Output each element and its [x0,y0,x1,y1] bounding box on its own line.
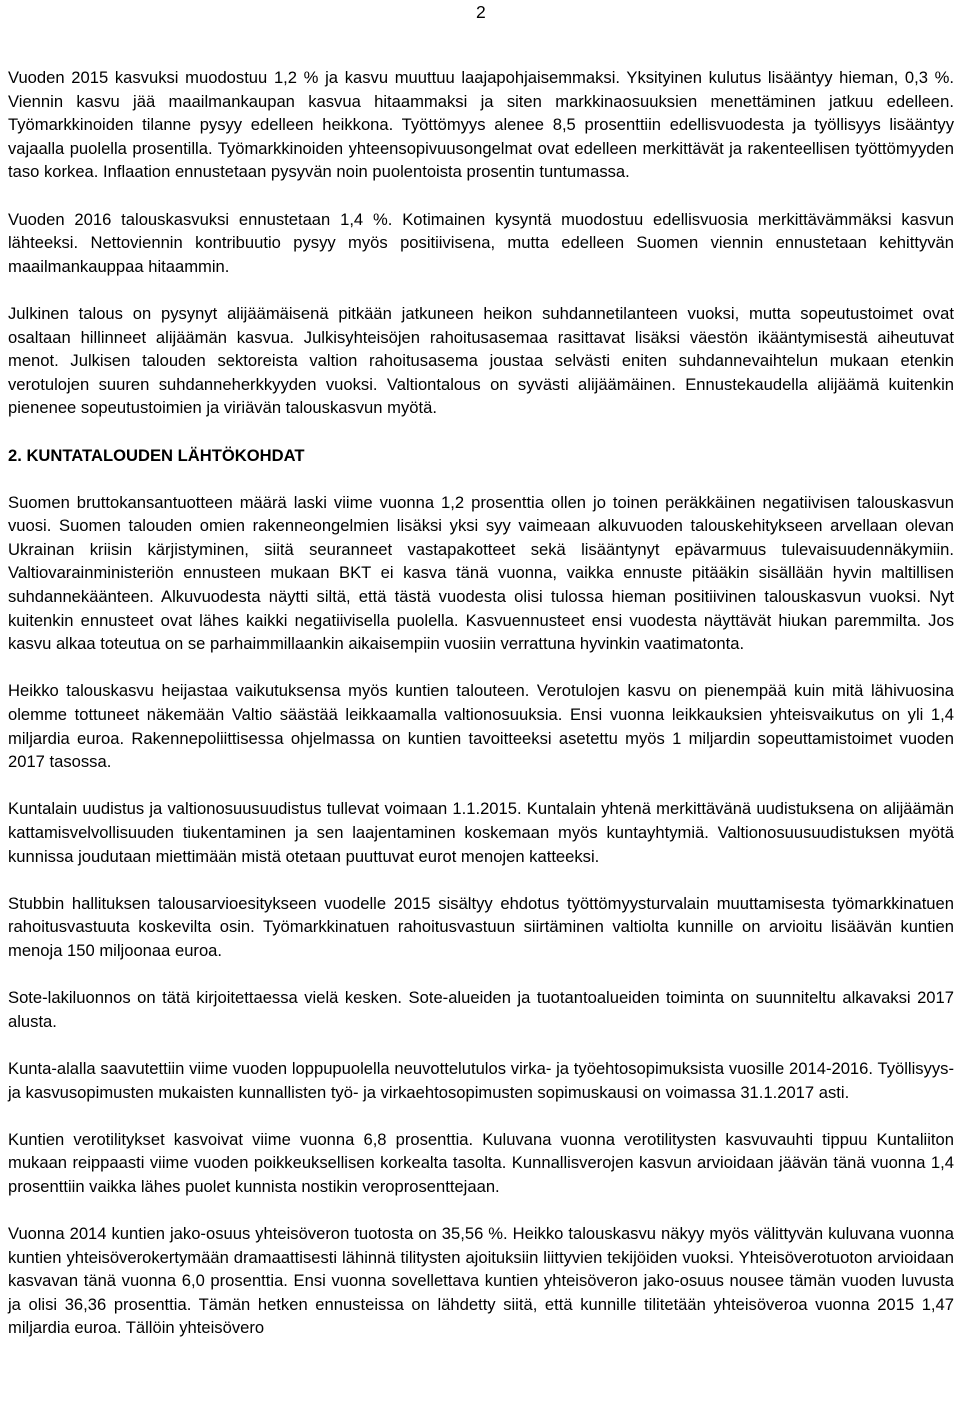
paragraph: Heikko talouskasvu heijastaa vaikutuksensa myös kuntien talouteen. Verotulojen kasvu on pienempää kuin mitä lähivuosina olemme tottuneet näkemään Valtio säästää leikkaamalla valtionosuuksia. Ensi vuonna leikkauksien yhteisvaikutus on yli 1,4 miljardia euroa. Rakennepoliittisessa ohjelmassa on kuntien tavoitteeksi asetettu myös 1 miljardin sopeuttamistoimet vuoden 2017 tasossa. [8,681,954,772]
paragraph: Suomen bruttokansantuotteen määrä laski viime vuonna 1,2 prosenttia ollen jo toinen peräkkäinen negatiivisen talouskasvun vuosi. Suomen talouden omien rakenneongelmien lisäksi yksi syy vaimeaan alkuvuoden talouskehitykseen arvellaan olevan Ukrainan kriisin kärjistyminen, siitä seuranneet vastapakotteet sekä lisääntynyt epävarmuus tulevaisuudennäkymiin. Valtiovarainministeriön ennusteen mukaan BKT ei kasva tänä vuonna, vaikka ennuste pitääkin sisällään hyvin maltillisen suhdannekäänteen. Alkuvuodesta näytti siltä, että tästä vuodesta olisi tulossa hieman positiivinen talouskasvun vuoksi. Nyt kuitenkin ennusteet ovat lähes kaikki negatiivisella puolella. Kasvuennusteet ensi vuodesta näyttävät hiukan paremmilta. Jos kasvu alkaa toteutua on se parhaimmillaankin aikaisempiin vuosiin verrattuna hyvinkin vaatimatonta. [8,492,954,654]
section-heading: 2. KUNTATALOUDEN LÄHTÖKOHDAT [8,445,305,465]
paragraph: Vuoden 2016 talouskasvuksi ennustetaan 1,4 %. Kotimainen kysyntä muodostuu edellisvuosia merkittävämmäksi kasvun lähteeksi. Nettoviennin kontribuutio pysyy myös positiivisena, mutta edelleen Suomen viennin ennustetaan kehittyvän maailmankauppaa hitaammin. [8,209,954,276]
paragraph: Vuoden 2015 kasvuksi muodostuu 1,2 % ja kasvu muuttuu laajapohjaisemmaksi. Yksityinen kulutus lisääntyy hieman, 0,3 %. Viennin kasvu jää maailmankaupan kasvua hitaammaksi ja siten markkinaosuuksien menettäminen jatkuu edelleen. Työmarkkinoiden tilanne pysyy edelleen heikkona. Työttömyys alenee 8,5 prosenttiin edellisvuodesta ja työllisyys lisääntyy vajaalla puolella prosentilla. Työmarkkinoiden yhteensopivuusongelmat ovat edelleen merkittävät ja rakenteellisen työttömyyden taso korkea. Inflaation ennustetaan pysyvän noin puolentoista prosentin tuntumassa. [8,68,954,182]
paragraph: Kuntalain uudistus ja valtionosuusuudistus tullevat voimaan 1.1.2015. Kuntalain yhtenä merkittävänä uudistuksena on alijäämän kattamisvelvollisuuden tiukentaminen ja sen laajentaminen koskemaan myös kuntayhtymiä. Valtionosuusuudistuksen myötä kunnissa joudutaan miettimään mistä otetaan puuttuvat eurot menojen katteeksi. [8,799,954,866]
paragraph: Vuonna 2014 kuntien jako-osuus yhteisöveron tuotosta on 35,56 %. Heikko talouskasvu näkyy myös välittyvän kuluvana vuonna kuntien yhteisöverokertymään dramaattisesti lähinnä tilitysten ajoituksiin liittyvien tekijöiden vuoksi. Yhteisöverotuoton arvioidaan kasvavan tänä vuonna 6,0 prosenttia. Ensi vuonna sovellettava kuntien yhteisöveron jako-osuus nousee tämän vuoden luvusta ja olisi 36,36 prosenttia. Tämän hetken ennusteissa on lähdetty siitä, että kunnille tilitetään yhteisöveroa vuonna 2015 1,47 miljardia euroa. Tällöin yhteisövero [8,1224,954,1338]
paragraph: Sote-lakiluonnos on tätä kirjoitettaessa vielä kesken. Sote-alueiden ja tuotantoalueiden toiminta on suunniteltu alkavaksi 2017 alusta. [8,988,954,1031]
paragraph: Stubbin hallituksen talousarvioesitykseen vuodelle 2015 sisältyy ehdotus työttömyysturvalain muuttamisesta työmarkkinatuen rahoitusvastuuta koskevilta osin. Työmarkkinatuen rahoitusvastuun siirtäminen valtiolta kunnille on arvioitu lisäävän kuntien menoja 150 miljoonaa euroa. [8,893,954,960]
paragraph: Julkinen talous on pysynyt alijäämäisenä pitkään jatkuneen heikon suhdannetilanteen vuoksi, mutta sopeutustoimet ovat osaltaan hillinneet alijäämän kasvua. Julkisyhteisöjen rahoitusasemaa rasittavat lisäksi väestön ikääntymisestä aiheutuvat menot. Julkisen talouden sektoreista valtion rahoitusasema joustaa selvästi eniten suhdannevaihtelun mukaan etenkin verotulojen suuren suhdanneherkkyyden vuoksi. Valtiontalous on syvästi alijäämäinen. Ennustekaudella alijäämä kuitenkin pienenee sopeutustoimien ja viriävän talouskasvun myötä. [8,303,954,418]
paragraph: Kuntien verotilitykset kasvoivat viime vuonna 6,8 prosenttia. Kuluvana vuonna verotilitysten kasvuvauhti tippuu Kuntaliiton mukaan reippaasti viime vuoden poikkeuksellisen korkealta tasolta. Kunnallisverojen kasvun arvioidaan jäävän tänä vuonna 1,4 prosenttiin vaikka lähes puolet kunnista nostikin veroprosenttejaan. [8,1129,954,1196]
document-body [8,66,954,1364]
page-number: 2 [476,2,486,22]
paragraph: Kunta-alalla saavutettiin viime vuoden loppupuolella neuvottelutulos virka- ja työehtosopimuksista vuosille 2014-2016. Työllisyys- ja kasvusopimusten mukaisten kunnallisten työ- ja virkaehtosopimusten sopimuskausi on voimassa 31.1.2017 asti. [8,1058,954,1102]
